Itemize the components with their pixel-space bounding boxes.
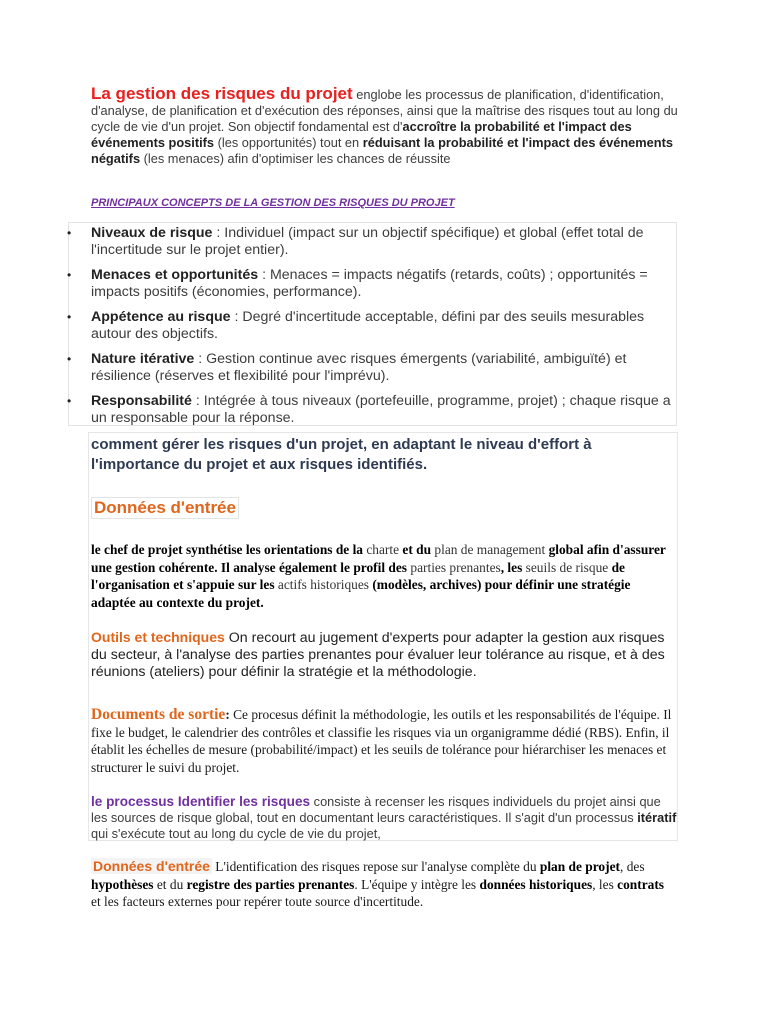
outils-heading: Outils et techniques xyxy=(91,629,225,645)
bullet-icon: • xyxy=(67,226,72,240)
entree-bold: et du xyxy=(399,542,435,557)
entree-bold: le chef de projet synthétise les orientations de la xyxy=(91,542,367,557)
identifier-heading: le processus Identifier les risques xyxy=(91,794,311,809)
entree2-text: . L'équipe y intègre les xyxy=(354,876,480,892)
entree2-bold: contrats xyxy=(617,876,665,892)
bullet-icon: • xyxy=(67,310,72,324)
intro-text-2: (les opportunités) tout en xyxy=(214,135,363,150)
entree2-bold: données historiques xyxy=(479,876,593,892)
entree2-text: L'identification des risques repose sur l'analyse complète du xyxy=(211,859,540,874)
concepts-list xyxy=(68,222,677,426)
concept-desc: : Menaces = impacts négatifs (retards, coûts) ; opportunités = impacts positifs (économies, performance). xyxy=(91,267,648,300)
entree-heading: Données d'entrée xyxy=(91,497,239,519)
bullet-icon: • xyxy=(67,352,72,366)
entree2-text: et du xyxy=(153,876,187,892)
concept-desc: : Degré d'incertitude acceptable, défini par des seuils mesurables autour des objectifs. xyxy=(91,309,645,342)
entree-paragraph xyxy=(91,541,675,611)
entree2-bold: plan de projet xyxy=(539,859,620,874)
entree-bold: (modèles, archives) pour définir une stratégie adaptée au contexte du projet. xyxy=(91,577,631,610)
outils-text: On recourt au jugement d'experts pour adapter la gestion aux risques du secteur, à l'analyse des parties prenantes pour évaluer leur tolérance au risque, et à des réunions (ateliers) pour définir la stratégie et la méthodologie. xyxy=(91,630,665,680)
entree2-heading: Données d'entrée xyxy=(93,858,210,874)
docs-paragraph xyxy=(91,706,675,776)
entree2-text: , des xyxy=(620,859,645,874)
concept-term: Nature itérative xyxy=(91,351,195,367)
entree2-paragraph xyxy=(91,858,675,911)
entree-bold: de l'organisation et s'appuie sur les xyxy=(91,559,625,592)
entree-bold: , les xyxy=(500,559,526,575)
identifier-bold: itératif xyxy=(637,810,677,825)
identifier-text: consiste à recenser les risques individuels du projet ainsi que les sources de risque global, tout en documentant leurs caractéristiques. Il s'agit d'un processus xyxy=(91,794,661,825)
entree-bold: global afin d'assurer une gestion cohérente. Il analyse également le profil des xyxy=(91,542,666,575)
entree-plain: charte xyxy=(366,542,400,557)
outils-paragraph xyxy=(91,629,675,681)
concept-desc: : Individuel (impact sur un objectif spécifique) et global (effet total de l'incertitude sur le projet entier). xyxy=(91,225,644,258)
identifier-text: qui s'exécute tout au long du cycle de vie du projet, xyxy=(91,826,381,841)
entree2-bold: registre des parties prenantes xyxy=(186,876,355,892)
intro-bold-2: réduisant la probabilité et l'impact des événements négatifs xyxy=(91,135,673,166)
docs-colon: : xyxy=(225,707,230,722)
howto-heading: comment gérer les risques d'un projet, en adaptant le niveau d'effort à l'importance du projet et aux risques identifiés. xyxy=(91,436,592,473)
concepts-subheading: PRINCIPAUX CONCEPTS DE LA GESTION DES RISQUES DU PROJET xyxy=(91,197,455,209)
bullet-icon: • xyxy=(67,268,72,282)
entree-plain: plan de management xyxy=(434,542,546,557)
concept-desc: : Intégrée à tous niveaux (portefeuille, programme, projet) ; chaque risque a un responsable pour la réponse. xyxy=(91,393,671,426)
bullet-icon: • xyxy=(67,394,72,408)
entree2-text: et les facteurs externes pour repérer toute source d'incertitude. xyxy=(91,894,424,909)
identifier-paragraph xyxy=(91,794,677,842)
entree-plain: seuils de risque xyxy=(525,559,609,575)
entree2-bold: hypothèses xyxy=(91,876,154,892)
intro-title: La gestion des risques du projet xyxy=(91,84,353,103)
intro-text-1: englobe les processus de planification, d'identification, d'analyse, de planification et d'exécution des réponses, ainsi que la maîtrise des risques tout au long du cycle de vie d'un projet. Son objectif fondamental est d' xyxy=(91,87,678,134)
intro-paragraph xyxy=(91,86,681,167)
concept-term: Niveaux de risque xyxy=(91,225,213,241)
entree2-text: , les xyxy=(592,876,618,892)
docs-text: Ce procesus définit la méthodologie, les outils et les responsabilités de l'équipe. Il fixe le budget, le calendrier des contrôles et classifie les risques via un organigramme dédié (RBS). Enfin, il établit les échelles de mesure (probabilité/impact) et les seuils de tolérance pour hiérarchiser les menaces et structurer le suivi du projet. xyxy=(91,707,672,775)
entree-plain: actifs historiques xyxy=(277,577,369,592)
concept-desc: : Gestion continue avec risques émergents (variabilité, ambiguïté) et résilience (réserves et flexibilité pour l'imprévu). xyxy=(91,351,627,384)
intro-text-3: (les menaces) afin d'optimiser les chances de réussite xyxy=(140,151,451,166)
intro-bold-1: accroître la probabilité et l'impact des événements positifs xyxy=(91,119,632,150)
concept-term: Appétence au risque xyxy=(91,309,231,325)
entree-plain: parties prenantes xyxy=(410,559,501,575)
concept-term: Responsabilité xyxy=(91,393,192,409)
docs-heading: Documents de sortie xyxy=(91,706,226,723)
concept-term: Menaces et opportunités xyxy=(91,267,259,283)
